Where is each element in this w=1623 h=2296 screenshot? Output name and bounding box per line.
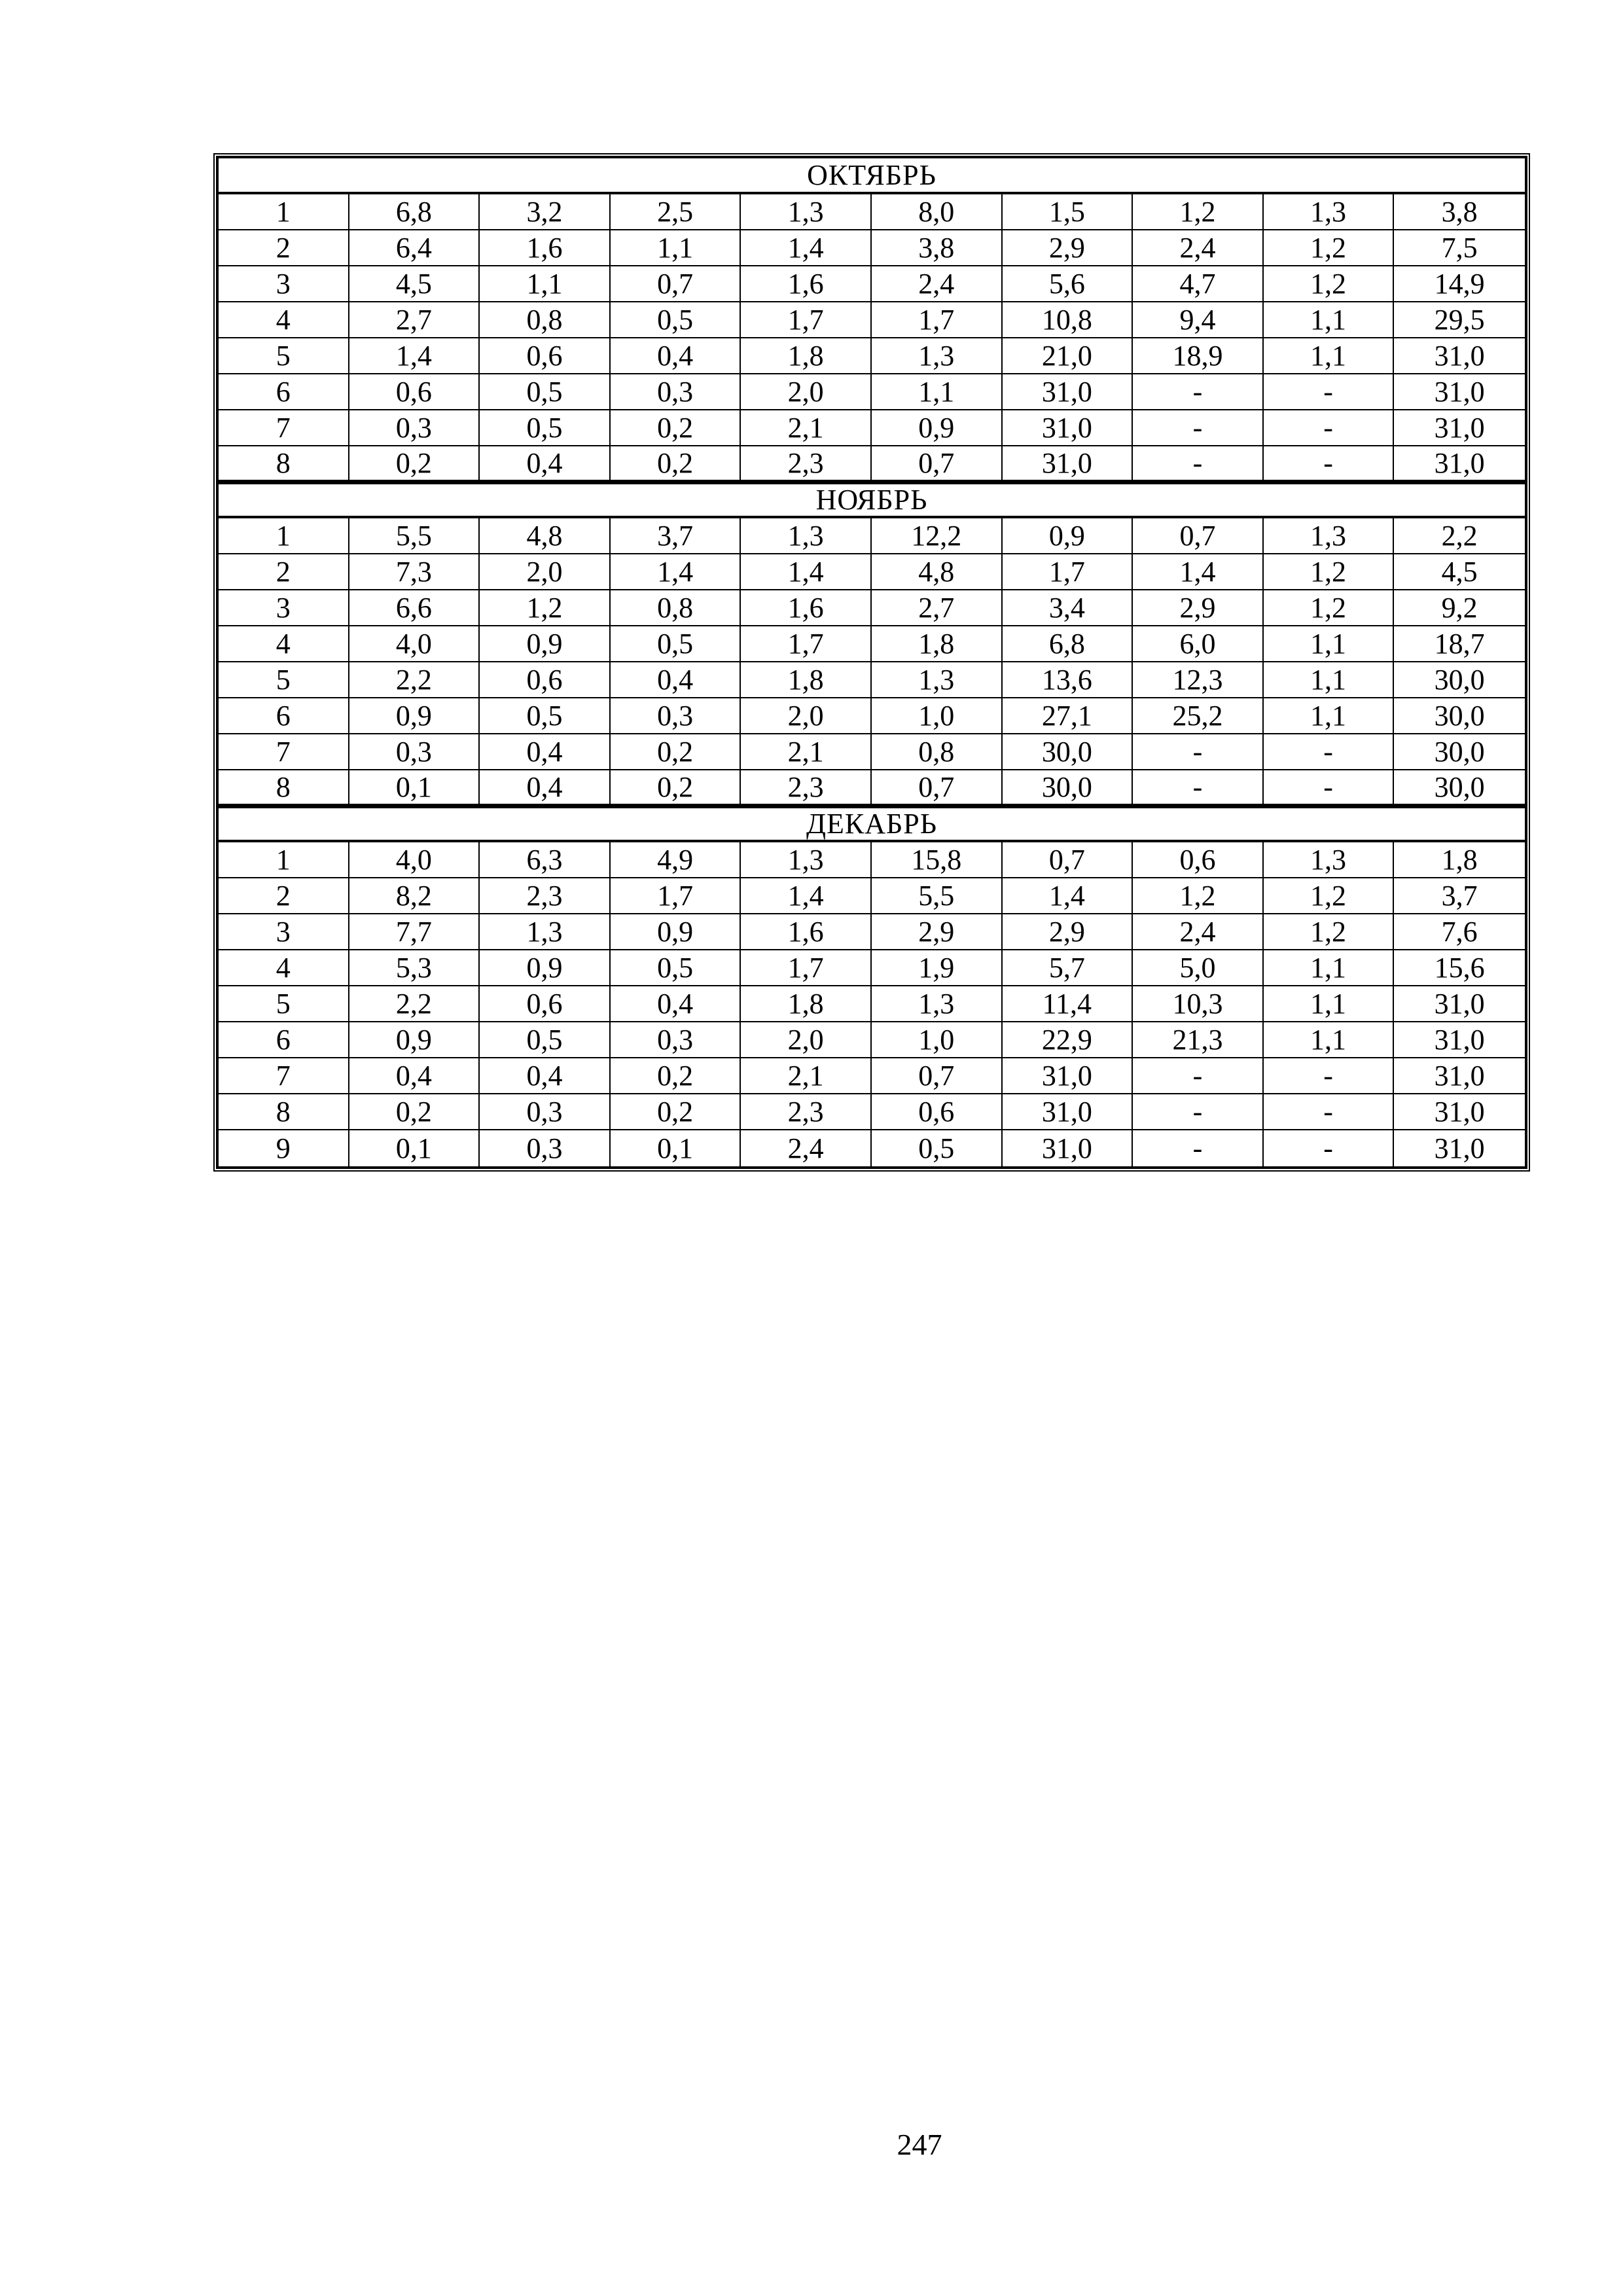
value-cell: 9,2 (1394, 590, 1525, 626)
value-cell: 0,6 (480, 986, 611, 1022)
value-cell: 0,6 (872, 1094, 1003, 1130)
value-cell: 15,8 (872, 842, 1003, 878)
table-row (219, 662, 1525, 698)
value-cell: 0,2 (349, 446, 480, 482)
value-cell: 30,0 (1394, 698, 1525, 734)
value-cell: - (1264, 446, 1395, 482)
value-cell: 0,9 (872, 410, 1003, 446)
value-cell: 1,0 (872, 1022, 1003, 1058)
value-cell: 21,0 (1003, 338, 1133, 374)
value-cell: 1,1 (1264, 662, 1395, 698)
value-cell: - (1133, 410, 1264, 446)
value-cell: 9,4 (1133, 302, 1264, 338)
value-cell: 31,0 (1394, 374, 1525, 410)
value-cell: 2,9 (1133, 590, 1264, 626)
value-cell: 12,2 (872, 518, 1003, 554)
row-number-cell: 8 (219, 1094, 349, 1130)
table-row (219, 518, 1525, 554)
value-cell: 0,7 (1003, 842, 1133, 878)
value-cell: 6,6 (349, 590, 480, 626)
row-number-cell: 2 (219, 230, 349, 266)
value-cell: 4,9 (611, 842, 741, 878)
value-cell: 0,5 (480, 374, 611, 410)
value-cell: 0,3 (480, 1130, 611, 1166)
value-cell: 22,9 (1003, 1022, 1133, 1058)
value-cell: 5,0 (1133, 950, 1264, 986)
table-row (219, 986, 1525, 1022)
value-cell: 2,3 (741, 1094, 872, 1130)
value-cell: 31,0 (1003, 374, 1133, 410)
value-cell: 2,1 (741, 1058, 872, 1094)
row-number-cell: 5 (219, 662, 349, 698)
value-cell: 0,2 (611, 770, 741, 806)
value-cell: 1,7 (611, 878, 741, 914)
value-cell: 31,0 (1003, 1094, 1133, 1130)
value-cell: 1,2 (1133, 194, 1264, 230)
value-cell: 0,9 (480, 950, 611, 986)
value-cell: 25,2 (1133, 698, 1264, 734)
row-number-cell: 1 (219, 842, 349, 878)
section-title: НОЯБРЬ (219, 482, 1525, 518)
value-cell: 4,8 (480, 518, 611, 554)
value-cell: 0,4 (480, 734, 611, 770)
value-cell: 0,9 (349, 1022, 480, 1058)
value-cell: 0,5 (611, 302, 741, 338)
row-number-cell: 3 (219, 266, 349, 302)
value-cell: 2,1 (741, 410, 872, 446)
value-cell: 1,2 (1264, 230, 1395, 266)
value-cell: 2,7 (872, 590, 1003, 626)
value-cell: 1,1 (1264, 338, 1395, 374)
value-cell: 1,7 (741, 626, 872, 662)
value-cell: 10,3 (1133, 986, 1264, 1022)
value-cell: 0,7 (872, 770, 1003, 806)
value-cell: 1,0 (872, 698, 1003, 734)
row-number-cell: 1 (219, 518, 349, 554)
value-cell: 3,7 (611, 518, 741, 554)
value-cell: 0,2 (611, 446, 741, 482)
value-cell: 1,3 (1264, 842, 1395, 878)
value-cell: 2,0 (741, 1022, 872, 1058)
value-cell: 4,5 (1394, 554, 1525, 590)
row-number-cell: 5 (219, 338, 349, 374)
value-cell: 1,9 (872, 950, 1003, 986)
value-cell: 3,2 (480, 194, 611, 230)
value-cell: 1,4 (349, 338, 480, 374)
value-cell: 0,1 (611, 1130, 741, 1166)
section-title: ОКТЯБРЬ (219, 158, 1525, 194)
row-number-cell: 3 (219, 590, 349, 626)
value-cell: 0,5 (611, 950, 741, 986)
table-row (219, 554, 1525, 590)
table-row (219, 266, 1525, 302)
value-cell: 31,0 (1394, 1058, 1525, 1094)
value-cell: 1,8 (741, 338, 872, 374)
value-cell: 3,4 (1003, 590, 1133, 626)
table-row (219, 1058, 1525, 1094)
value-cell: 2,4 (741, 1130, 872, 1166)
value-cell: 0,9 (611, 914, 741, 950)
value-cell: 1,7 (741, 302, 872, 338)
value-cell: 0,9 (349, 698, 480, 734)
row-number-cell: 2 (219, 554, 349, 590)
value-cell: 2,3 (480, 878, 611, 914)
value-cell: 0,9 (1003, 518, 1133, 554)
value-cell: 0,1 (349, 1130, 480, 1166)
row-number-cell: 4 (219, 302, 349, 338)
table-body (219, 158, 1525, 1166)
value-cell: 1,6 (741, 914, 872, 950)
value-cell: 1,4 (741, 230, 872, 266)
value-cell: - (1133, 446, 1264, 482)
value-cell: 0,4 (611, 662, 741, 698)
value-cell: 7,3 (349, 554, 480, 590)
value-cell: 5,6 (1003, 266, 1133, 302)
table-row (219, 446, 1525, 482)
value-cell: 0,8 (611, 590, 741, 626)
value-cell: 13,6 (1003, 662, 1133, 698)
value-cell: 4,5 (349, 266, 480, 302)
value-cell: 5,5 (872, 878, 1003, 914)
value-cell: 18,7 (1394, 626, 1525, 662)
value-cell: 1,4 (741, 554, 872, 590)
value-cell: 11,4 (1003, 986, 1133, 1022)
table-row (219, 950, 1525, 986)
value-cell: 8,0 (872, 194, 1003, 230)
value-cell: 3,8 (1394, 194, 1525, 230)
value-cell: 0,6 (349, 374, 480, 410)
value-cell: 0,7 (1133, 518, 1264, 554)
table-row (219, 626, 1525, 662)
value-cell: 12,3 (1133, 662, 1264, 698)
value-cell: - (1133, 770, 1264, 806)
value-cell: 1,7 (1003, 554, 1133, 590)
table-row (219, 1022, 1525, 1058)
value-cell: 0,4 (480, 770, 611, 806)
value-cell: 31,0 (1003, 446, 1133, 482)
value-cell: 1,3 (1264, 194, 1395, 230)
value-cell: 1,4 (741, 878, 872, 914)
value-cell: 0,7 (611, 266, 741, 302)
value-cell: 0,5 (872, 1130, 1003, 1166)
value-cell: 2,0 (741, 374, 872, 410)
value-cell: 4,0 (349, 842, 480, 878)
value-cell: 7,5 (1394, 230, 1525, 266)
value-cell: 2,9 (1003, 230, 1133, 266)
table-row (219, 770, 1525, 806)
row-number-cell: 9 (219, 1130, 349, 1166)
value-cell: 31,0 (1003, 1058, 1133, 1094)
value-cell: 1,5 (1003, 194, 1133, 230)
value-cell: 2,0 (741, 698, 872, 734)
value-cell: 30,0 (1394, 770, 1525, 806)
value-cell: 31,0 (1394, 446, 1525, 482)
value-cell: 1,2 (1133, 878, 1264, 914)
value-cell: - (1133, 1094, 1264, 1130)
value-cell: 0,4 (611, 338, 741, 374)
value-cell: 0,2 (611, 1058, 741, 1094)
row-number-cell: 5 (219, 986, 349, 1022)
value-cell: 0,5 (480, 410, 611, 446)
table-row (219, 1094, 1525, 1130)
value-cell: 1,1 (1264, 302, 1395, 338)
value-cell: 1,2 (1264, 590, 1395, 626)
value-cell: 2,2 (349, 986, 480, 1022)
row-number-cell: 3 (219, 914, 349, 950)
value-cell: 2,9 (872, 914, 1003, 950)
value-cell: 6,8 (349, 194, 480, 230)
value-cell: 1,7 (872, 302, 1003, 338)
section-header-row (219, 158, 1525, 194)
value-cell: 2,5 (611, 194, 741, 230)
row-number-cell: 6 (219, 1022, 349, 1058)
value-cell: 0,2 (611, 410, 741, 446)
row-number-cell: 7 (219, 734, 349, 770)
row-number-cell: 8 (219, 770, 349, 806)
value-cell: 10,8 (1003, 302, 1133, 338)
table-row (219, 410, 1525, 446)
value-cell: 1,3 (480, 914, 611, 950)
value-cell: - (1264, 1130, 1395, 1166)
value-cell: 2,0 (480, 554, 611, 590)
table-row (219, 230, 1525, 266)
row-number-cell: 6 (219, 374, 349, 410)
value-cell: - (1264, 374, 1395, 410)
table-row (219, 338, 1525, 374)
row-number-cell: 7 (219, 410, 349, 446)
value-cell: 0,4 (611, 986, 741, 1022)
value-cell: 1,4 (611, 554, 741, 590)
page-number: 247 (897, 2128, 942, 2161)
row-number-cell: 7 (219, 1058, 349, 1094)
value-cell: 18,9 (1133, 338, 1264, 374)
value-cell: 6,4 (349, 230, 480, 266)
value-cell: 0,5 (611, 626, 741, 662)
value-cell: - (1264, 734, 1395, 770)
value-cell: 6,3 (480, 842, 611, 878)
value-cell: 0,4 (480, 446, 611, 482)
value-cell: 0,3 (611, 374, 741, 410)
value-cell: 1,8 (741, 986, 872, 1022)
value-cell: - (1133, 374, 1264, 410)
value-cell: 4,0 (349, 626, 480, 662)
value-cell: 5,5 (349, 518, 480, 554)
value-cell: 7,7 (349, 914, 480, 950)
value-cell: 14,9 (1394, 266, 1525, 302)
row-number-cell: 2 (219, 878, 349, 914)
value-cell: 1,3 (872, 662, 1003, 698)
value-cell: 6,8 (1003, 626, 1133, 662)
table-row (219, 194, 1525, 230)
value-cell: - (1133, 734, 1264, 770)
value-cell: 1,1 (1264, 698, 1395, 734)
table-row (219, 1130, 1525, 1166)
section-header-row (219, 482, 1525, 518)
value-cell: 2,1 (741, 734, 872, 770)
value-cell: - (1264, 1094, 1395, 1130)
value-cell: 30,0 (1394, 662, 1525, 698)
value-cell: 2,4 (1133, 230, 1264, 266)
value-cell: 5,7 (1003, 950, 1133, 986)
value-cell: 1,6 (480, 230, 611, 266)
value-cell: 1,8 (872, 626, 1003, 662)
row-number-cell: 6 (219, 698, 349, 734)
value-cell: 1,2 (1264, 878, 1395, 914)
row-number-cell: 8 (219, 446, 349, 482)
value-cell: 15,6 (1394, 950, 1525, 986)
value-cell: 0,6 (480, 338, 611, 374)
value-cell: 1,3 (741, 518, 872, 554)
value-cell: 0,3 (349, 410, 480, 446)
value-cell: 0,3 (611, 698, 741, 734)
value-cell: 31,0 (1394, 1022, 1525, 1058)
section-title: ДЕКАБРЬ (219, 806, 1525, 842)
value-cell: - (1264, 410, 1395, 446)
value-cell: 0,4 (480, 1058, 611, 1094)
value-cell: 1,1 (1264, 1022, 1395, 1058)
value-cell: 31,0 (1394, 1094, 1525, 1130)
value-cell: 0,3 (349, 734, 480, 770)
value-cell: 1,1 (872, 374, 1003, 410)
value-cell: 30,0 (1003, 734, 1133, 770)
value-cell: 21,3 (1133, 1022, 1264, 1058)
value-cell: 1,8 (1394, 842, 1525, 878)
value-cell: 31,0 (1394, 410, 1525, 446)
value-cell: 8,2 (349, 878, 480, 914)
value-cell: 1,3 (741, 194, 872, 230)
table-row (219, 914, 1525, 950)
value-cell: 1,3 (741, 842, 872, 878)
value-cell: 1,6 (741, 266, 872, 302)
value-cell: 0,2 (611, 734, 741, 770)
value-cell: 1,6 (741, 590, 872, 626)
value-cell: 0,3 (611, 1022, 741, 1058)
table-row (219, 590, 1525, 626)
value-cell: 2,7 (349, 302, 480, 338)
value-cell: 1,2 (1264, 266, 1395, 302)
value-cell: 0,1 (349, 770, 480, 806)
value-cell: 1,4 (1003, 878, 1133, 914)
value-cell: 30,0 (1394, 734, 1525, 770)
value-cell: 0,5 (480, 698, 611, 734)
data-table (216, 156, 1527, 1169)
value-cell: 31,0 (1394, 986, 1525, 1022)
value-cell: 1,1 (611, 230, 741, 266)
value-cell: 31,0 (1434, 1132, 1485, 1164)
value-cell: 0,8 (872, 734, 1003, 770)
value-cell: 2,3 (741, 446, 872, 482)
value-cell: 4,8 (872, 554, 1003, 590)
value-cell: 0,6 (480, 662, 611, 698)
table-row (219, 302, 1525, 338)
value-cell: 1,2 (1264, 554, 1395, 590)
value-cell: 0,3 (480, 1094, 611, 1130)
value-cell: 5,3 (349, 950, 480, 986)
table-row (219, 374, 1525, 410)
value-cell: 3,7 (1394, 878, 1525, 914)
value-cell: 0,9 (480, 626, 611, 662)
row-number-cell: 1 (219, 194, 349, 230)
value-cell: 2,4 (872, 266, 1003, 302)
value-cell: 0,2 (611, 1094, 741, 1130)
value-cell: 0,2 (349, 1094, 480, 1130)
value-cell: 1,3 (872, 338, 1003, 374)
value-cell: 7,6 (1394, 914, 1525, 950)
value-cell: 2,2 (349, 662, 480, 698)
value-cell: 0,7 (872, 446, 1003, 482)
value-cell: 1,3 (1264, 518, 1395, 554)
value-cell: 27,1 (1003, 698, 1133, 734)
value-cell: 1,1 (1264, 986, 1395, 1022)
value-cell: 0,7 (872, 1058, 1003, 1094)
value-cell: 31,0 (1003, 1130, 1133, 1166)
value-cell: 0,8 (480, 302, 611, 338)
value-cell: 1,1 (480, 266, 611, 302)
table-row (219, 734, 1525, 770)
value-cell: 4,7 (1133, 266, 1264, 302)
value-cell: 2,4 (1133, 914, 1264, 950)
value-cell: 1,1 (1264, 950, 1395, 986)
value-cell: 1,8 (741, 662, 872, 698)
value-cell: - (1133, 1058, 1264, 1094)
value-cell: 3,8 (872, 230, 1003, 266)
value-cell: - (1264, 770, 1395, 806)
value-cell: 1,7 (741, 950, 872, 986)
value-cell: 0,4 (349, 1058, 480, 1094)
value-cell: 0,5 (480, 1022, 611, 1058)
value-cell: 30,0 (1003, 770, 1133, 806)
value-cell: 1,2 (480, 590, 611, 626)
value-cell: 2,9 (1003, 914, 1133, 950)
table-row (219, 698, 1525, 734)
value-cell: - (1264, 1058, 1395, 1094)
value-cell: 6,0 (1133, 626, 1264, 662)
value-cell: 1,2 (1264, 914, 1395, 950)
value-cell: 2,2 (1394, 518, 1525, 554)
value-cell: 1,4 (1133, 554, 1264, 590)
row-number-cell: 4 (219, 626, 349, 662)
value-cell: 31,0 (1003, 410, 1133, 446)
value-cell: 2,3 (741, 770, 872, 806)
value-cell: 0,6 (1133, 842, 1264, 878)
value-cell: 29,5 (1394, 302, 1525, 338)
table-row (219, 842, 1525, 878)
value-cell: 1,1 (1264, 626, 1395, 662)
row-number-cell: 4 (219, 950, 349, 986)
section-header-row (219, 806, 1525, 842)
value-cell: 31,0 (1394, 338, 1525, 374)
value-cell: 1,3 (872, 986, 1003, 1022)
value-cell: - (1133, 1130, 1264, 1166)
table-row (219, 878, 1525, 914)
